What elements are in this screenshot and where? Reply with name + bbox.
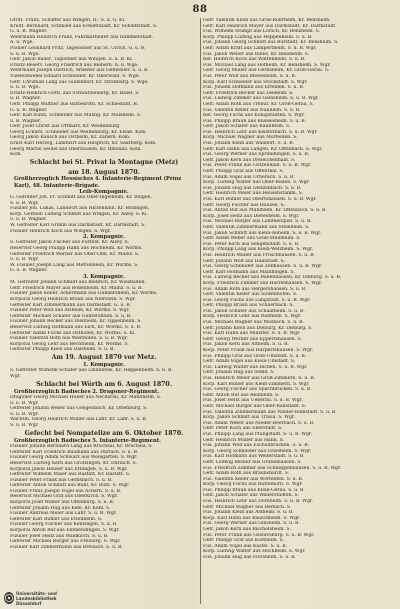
roster-line: Gefr. Heinrich Müller aus Hahn. S. <box>203 437 285 443</box>
roster-line: Wachtm. Georg Heinrich Müller aus Lahr, Kr. Lahr. S. u. B. <box>10 417 148 423</box>
roster-line: Füs. Georg Werner aus Sprendlingen. S. u. B. <box>203 152 310 158</box>
roster-line: Reservist Ludwig Kern aus Grötzingen, Kr. Durlach. S. <box>10 460 137 466</box>
roster-line: Füsilier Jakob Keller, Ackermann aus Gundersheim, Kr. Worms. <box>10 291 158 297</box>
roster-line: Füs. Georg Werner aus Ginsheim. S. u. B. <box>203 521 300 527</box>
section-subheading: Großherzoglich Badisches 5. Infanterie-Regiment. <box>14 437 161 444</box>
roster-line: Ref. Georg Fuchs aus Königstädten. S. Wgr. <box>203 113 305 119</box>
roster-line: Reservist Ludwig Hofmann aus Eich, Kr. Worms. S. u. B. <box>10 324 142 330</box>
roster-line: Gefreiter Karl Friedrich Baumann aus Durlach. S. u. B. <box>10 449 139 455</box>
roster-line: Füs. Adam Roth aus Hergershausen. S. u. B. <box>203 286 307 292</box>
roster-line: Gefr. Johann Klein aus Dieburg, Kr. Dieburg. S. <box>203 325 313 331</box>
section-subheading: 3. Kompagnie. <box>82 273 126 280</box>
roster-line: Gefreiter Karl Zimmermann aus Darmstadt. G. u. B. <box>10 302 132 308</box>
roster-line: Füs. Johann Klein aus Walldorf. S. u. B. <box>203 141 295 147</box>
roster-line: Gefr. Georg Müller aus Gernsheim, Kr. Groß-Gerau. S. <box>203 68 330 74</box>
roster-line: Füs. Johann Hug aus Flörsheim. S. u. B. <box>203 555 297 560</box>
library-logo-line-2: Landesbibliothek Düsseldorf <box>16 595 57 606</box>
section-subheading: 1. Kompagnie. <box>82 362 126 369</box>
roster-line: Gefreiter Johann Hug aus Kehl, Kr. Kehl. S. <box>10 505 111 511</box>
roster-line: G. Gefreiter Joh. Fr. Schmitt aus Ober-Ingelheim, Kr. Bingen. <box>10 195 152 201</box>
right-column <box>203 18 393 601</box>
roster-line: S. u. B. Wgr. <box>10 423 39 429</box>
section-subheading: Karl), 48. Infanterie-Brigade. <box>14 182 100 189</box>
roster-line: Gefr. Karl Hahn aus Langen, Kr. Offenbach. S. Wgr. <box>203 146 323 152</box>
roster-line: S. u. B. Wgr. <box>10 400 39 406</box>
roster-line: Füs. Ludwig Becker aus Babenhausen, Kr. Dieburg. S. u. B. <box>203 275 342 281</box>
roster-line: Gefr. Adam Roth aus Braunshardt. S. <box>203 471 290 477</box>
roster-line: Wehrmann Joseph Dietrich, Arbeiter aus Gebweiler. S. u. B. <box>10 68 149 74</box>
roster-line: Füs. Georg Schneider aus Zellhausen. S. u. B. Wgr. <box>203 264 323 270</box>
roster-line: Füs. Peter Frank aus Götzenhain. S. u. B. Wgr. <box>203 163 312 169</box>
roster-line: Gefr. Jakob Kern aus Bischofsheim. S. <box>203 527 291 533</box>
roster-line: Füs. Ludwig Zimmer aus Geinsheim. S. u. B. Wgr. <box>203 96 319 102</box>
library-logo <box>4 590 62 606</box>
roster-line: Füs. Adam Vogel aus Kastel. S. u. B. <box>203 543 288 549</box>
roster-line: Füs. Philipp Lang aus Pfungstadt. S. u. B. Wgr. <box>203 431 313 437</box>
roster-line: W. Gefreiter Karl Grimm aus Darmstadt, Kr. Darmstadt. S. <box>10 223 146 229</box>
roster-line: Vizefeldwebel Eduard Schneider, Kr. Oberwald. S. Wge. <box>10 73 141 79</box>
roster-line: Korp. Karl Hahn aus Bauschheim. S. Wgr. <box>203 515 301 521</box>
roster-line: u. B. Wagner. <box>10 96 42 102</box>
roster-line: Füsilier Josef Heitz aus Waldkirch. S. u. B. <box>10 533 109 539</box>
roster-line: S. Gefreiter Jakob Fischer aus Fürfeld, Kr. Alzey. S. <box>10 240 129 246</box>
roster-line: Gefreiter Michael Burger aus Freiburg. S. Wgr. <box>10 539 121 545</box>
roster-line: Füsilier Franz Joseph Vogel aus Achern. S. u. B. <box>10 488 122 494</box>
roster-line: Korporal Anton Ruf aus Emmendingen. S. Wgr. <box>10 528 120 534</box>
roster-line: S. u. B. Wgr. <box>10 411 39 417</box>
roster-line: Füs. Karl Hofmann aus Weiterstadt. S. u. B. <box>203 454 305 460</box>
roster-line: Füs. Heinrich Müller aus Froschhausen. S. u. B. <box>203 252 315 258</box>
roster-line: Gefr. Philipp Graf aus Kostheim. S. <box>203 538 284 544</box>
roster-line: Füs. Johann Wolf aus Eschollbrücken. S. u. B. <box>203 443 310 449</box>
roster-line: Füsilier Valentin Roth aus Westhofen. S. u. B. Wgr. <box>10 336 128 342</box>
roster-line: S. Gefreiter Wilhelm Schäfer aus Lindenfels, Kr. Heppenheim. S. u. B. <box>10 368 173 374</box>
roster-line: Füs. Michael Wagner aus Mosbach. S. u. B. <box>203 320 304 326</box>
roster-line: Gefr. Georg Fischer aus Hausen. S. <box>203 202 285 208</box>
roster-line: Korp. Georg Schneider aus Griesheim. S. Wgr. <box>203 448 312 454</box>
roster-line: Korp. Ludwig Walter aus Hochheim. S. Wgr. <box>203 549 306 555</box>
roster-line: Füs. Friedrich Zimmer aus Schneppenhausen. S. u. B. Wgr. <box>203 465 342 471</box>
roster-line: Füsilier Andreas Meier aus Lahr. S. u. B. Wgr. <box>10 511 118 517</box>
roster-line: Gefr. Christian Lang aus Gudendorf, Kr. Straßburg. S. Wge. <box>10 79 149 85</box>
roster-line: Gefreiter Michael Schäfer aus Guntersblum. S. u. B. <box>10 313 132 319</box>
roster-line: u. B. Wagner. <box>10 118 42 124</box>
section-heading: am 18. August 1870. <box>68 168 140 176</box>
roster-line: Gefreiter Karl Bühler aus Ettenheim. S. <box>10 516 103 522</box>
roster-line: Füs. Johann Hofmann aus Erfelden. S. u. B. <box>203 85 305 91</box>
roster-line: Reservist Michael Graf aus Oberkirch. S. Wgr. <box>10 494 118 500</box>
roster-line: Korp. Michael Wagner aus Mörfelden. S. <box>203 135 298 141</box>
roster-line: G. u. B. Wagner. <box>10 268 48 274</box>
roster-line: Korp. Josef Heitz aus Dietesheim. S. Wgr. <box>203 213 300 219</box>
roster-line: Füs. Adam Vogel aus Urberach. S. u. B. <box>203 174 295 180</box>
roster-line: Füsilier Heinrich Koch aus Wingen. S. Wgr. <box>10 228 111 234</box>
roster-line: Gefreiter Adam Fuchs aus Osthofen, Kr. Worms. S. Kl. <box>10 330 136 336</box>
roster-line: Füsilier Peter Wolf aus Alsheim, Kr. Worms. S. Wgr. <box>10 308 130 314</box>
roster-line: Füs. Josef Heitz aus Ueberau. S. u. B. Wgr. <box>203 398 303 404</box>
roster-line: Gefr. Valentin Keller aus Sickenhofen. S. <box>203 292 298 298</box>
roster-line: Korp. Ludwig Walter aus Ober-Roden. S. Wgr. <box>203 180 310 186</box>
roster-line: Ersatz-Reserv. Georg Friedrich aus Biebern. A. u. Wge. <box>10 62 139 68</box>
roster-line: Gefr. Michael Burger aus Ober-Ramstadt. S. <box>203 403 307 409</box>
roster-line: Füs. Peter Frank aus Gustavsburg. S. u. B. Wgr. <box>203 532 315 538</box>
roster-line: Gefreiter Wilhelm Maier aus Rastatt, Kr. Rastatt. S. <box>10 472 131 478</box>
roster-line: Korporal Jakob Hauser aus Ettlingen. S. u. B. Wgr. <box>10 466 128 472</box>
roster-line: Füs. Peter Wolf aus Biebesheim. S. u. B. <box>203 73 297 79</box>
roster-line: Füs. Heinrich Lehr aus Kelsterbach. S. u. B. Wgr. <box>203 129 318 135</box>
roster-line: Füs. Philipp Braun aus Rüsselsheim. S. u. B. <box>203 118 307 124</box>
roster-line: Gefr. Adam Weber aus Groß-Steinheim. S. <box>203 236 301 242</box>
roster-line: Füs. Heinrich Meier aus Groß-Zimmern. S. u. B. <box>203 376 316 381</box>
roster-line: Füs. Karl Hahn aus Münster. S. u. B. Wgr. <box>203 331 301 337</box>
roster-line: Füs. Georg Fischer aus Spachbrücken. S. u. B. <box>203 387 312 393</box>
roster-line: Gefr. Jakob Schäfer aus Wallerstädten. S. <box>203 493 299 499</box>
roster-line: Georg Jakob Rausch aus Ostheim, Kr. Zabern. Kom. <box>10 135 131 141</box>
roster-line: Füs. Michael Burger aus Lämmerspiel. S. u. B. <box>203 219 312 225</box>
roster-line: Füs. Peter Koch aus Seligenstadt. S. u. B. <box>203 241 300 247</box>
roster-line: Krüdt. Bernhard, Schmied aus Schlettstadt, Kr. Schlettstadt. S. <box>10 23 158 29</box>
roster-line: Gefr. Peter Koch aus Eberstadt. S. <box>203 426 283 432</box>
roster-line: Füsilier Georg Fischer aus Kenzingen. S. u. B. <box>10 522 118 528</box>
roster-line: Gefr. Georg Werner aus Eppertshausen. S. <box>203 336 302 342</box>
roster-line: Gefr. Adam Roth aus Trebur, Kr. Groß-Gerau. S. <box>203 101 314 107</box>
section-heading: Schlacht bei St. Privat la Montagne (Metz) <box>29 159 179 167</box>
roster-line: Gefr. Adam Vogel aus Klein-Umstadt. S. <box>203 359 296 365</box>
roster-line: G. u. B. Wagner. <box>10 107 48 113</box>
roster-line: Korporal Josef Walter aus Offenburg. S. u. B. <box>10 500 115 506</box>
left-column <box>10 18 198 601</box>
roster-line: Gefr. Karl Heinrich Mayer aus Darmstadt, Kr. Darmstadt. <box>203 23 337 29</box>
roster-line: Gefr. Valentin Klein aus Groß-Rohrheim, Kr. Bensheim. <box>203 18 331 23</box>
roster-line: Georg Martin Seidel aus Oberhausen, Kr. Rheinau. Kom. <box>10 146 142 152</box>
roster-line: Füsilier Johann Bernhard Lang aus Bruchsal, Kr. Bruchsal. S. <box>10 444 153 450</box>
roster-line: Korp. Karl Schneider aus Stockstadt. S. Wgr. <box>203 79 308 85</box>
roster-line: Reservist Georg Philipp Hahn aus Hochheim, Kr. Worms. <box>10 246 143 251</box>
roster-line: Korporal Georg Heinrich Braun aus Nierstein. S. Wgr. <box>10 296 136 302</box>
roster-line: Gefr. Jakob Kern aus Dreieichenhain. S. <box>203 157 296 163</box>
section-subheading: 2. Kompagnie. <box>82 234 126 241</box>
roster-line: Füs. Jakob Weber aus Biblis, Kr. Bensheim. S. <box>203 51 310 57</box>
section-subheading: Großherzoglich Hessisches 4. Infanterie-Regiment (Prinz <box>14 176 182 183</box>
roster-line: Wehrmann Heinrich Franz, Fabrikarbeiter aus Hammerstadt. <box>10 34 154 40</box>
roster-line: Füs. Jakob Kern aus Altheim. S. u. B. <box>203 342 289 348</box>
roster-line: Füs. Johann Georg Schmitt aus Bürstadt, Kr. Bensheim. S. <box>203 40 339 46</box>
roster-line: Dragoner Georg Michael Huber aus Neckarau, Kr. Mannheim. S. <box>10 395 162 401</box>
roster-line: Gefr. Heinrich Meier aus Heusenstamm. S. <box>203 191 304 197</box>
roster-line: Füs. Valentin Keller aus Worfelden. S. u. B. <box>203 476 304 482</box>
roster-line: Korporal Georg Lehr aus Bechtheim, Kr. Worms. S. <box>10 341 129 347</box>
roster-line: Füs. Jakob Schäfer aus Schaafheim. S. u. B. <box>203 308 305 314</box>
roster-line: Füsilier Johann Becker aus Dienheim, Kr. Oppenheim. S. <box>10 319 142 325</box>
roster-line: Gefreiter Philipp Klein aus Dalsheim. S. u. B. <box>10 347 115 353</box>
roster-line: Füs. Georg Fuchs aus Langstadt. S. u. B. Wgr. <box>203 297 311 303</box>
roster-line: Korp. Heinrich Lehr aus Radheim. S. Wgr. <box>203 314 302 320</box>
library-seal-icon <box>4 592 14 604</box>
roster-line: Korp. Friedrich Zimmer aus Harreshausen. S. Wgr. <box>203 280 323 286</box>
roster-line: Füsilier Joh. Lukas, Landwirt aus Hirzenhain, Kr. Büdingen. <box>10 206 150 212</box>
section-heading: Schlacht bei Wörth am 6. August 1870. <box>36 381 172 389</box>
roster-line: Gefr. Anton Ruf aus Reinheim. S. <box>203 392 280 398</box>
roster-line: Gefr. Adam Kraft aus Lampertheim. S. u. B. Wgr. <box>203 45 317 51</box>
roster-line: Gefr. Johann Hug aus Semd. S. <box>203 370 275 376</box>
roster-line: Füsilier Karl Zimmermann aus Breisach. S. u. B. <box>10 544 123 550</box>
library-logo-line-1: Universitäts- und <box>16 590 57 596</box>
section-subheading: Leib-Kompagnie. <box>79 188 129 195</box>
roster-line: G. u. B. Wagner. <box>10 29 48 35</box>
roster-line: Gefr. Jakob Schäfer aus Raunheim. S. <box>203 124 291 130</box>
roster-line: Füs. Adam Weber aus Nieder-Beerbach. S. u. B. <box>203 420 315 426</box>
roster-line: Gfrdt. Franz, Schaffer aus Wingen, R.- S. u. G. Kl. <box>10 18 126 23</box>
roster-line: Ernst Karl Herzog, Landwirt aus Hilsprich, Kr. Saarburg. Kom. <box>10 141 157 147</box>
roster-line: Füs. Heinrich Lehr aus Dornheim. S. u. B. Wgr. <box>203 499 314 505</box>
roster-line: Korp. Philipp Ludwig aus Heppenheim. S. u. B. <box>203 34 313 40</box>
roster-line: Gefr. Karl Hofmann aus Mainflingen. S. <box>203 269 295 275</box>
roster-line: Gefreiter Anton Schmitt aus Bühl, Kr. Bühl. S. Wgr. <box>10 483 130 489</box>
column-divider <box>200 18 201 604</box>
roster-line: Füs. Johann Hug aus Dietzenbach. S. u. B. <box>203 185 302 191</box>
roster-line: Füs. Michael Lang aus Hofheim, Kr. Bensheim. S. Wgr. <box>203 62 331 68</box>
roster-line: Korp. Jakob Schmitt aus Traisa. S. Wgr. <box>203 415 296 421</box>
roster-line: Korp. Gottlieb Ludwig Schmitt aus Wingen, Kr. Alzey. S. Kl. <box>10 211 148 217</box>
roster-line: Gefr. Philipp Graf aus Offenthal. S. <box>203 169 284 175</box>
roster-line: Gefr. Jakob Bauer, Taglöhner aus Wingen. S. u. B. Kl. <box>10 57 134 63</box>
roster-line: Gefr. Philipp Braun aus Schlierbach. S. <box>203 303 294 309</box>
roster-line: S. u. B. Wge. <box>10 51 40 57</box>
roster-line: Gefreiter Johann Weber aus Gengenbach, Kr. Offenburg. S. <box>10 406 148 412</box>
roster-line: A. u. Wge. <box>10 40 34 46</box>
roster-line: Gefr. Friedrich Mayer aus Bodenheim, Kr. Mainz. S. u. B. <box>10 285 143 291</box>
roster-line: Füs. Valentin Keller aus Nauheim. S. u. B. <box>203 107 301 113</box>
roster-line: Füs. Anton Ruf aus Mühlheim, Kr. Offenbach. S. u. B. <box>203 208 327 214</box>
roster-line: S. u. B. Wagner. <box>10 217 47 223</box>
roster-line: Korp. Peter Frank aus Harpertshausen. S. Wgr. <box>203 348 314 354</box>
roster-line: Korp. Philipp Lang aus Klein-Welzheim. S. Wgr. <box>203 247 314 253</box>
roster-line: Füs. Wilhelm Stumpf aus Lorsch, Kr. Bensheim. S. <box>203 29 321 35</box>
roster-line: Korp. Georg Fuchs aus Büttelborn. S. Wgr. <box>203 482 303 488</box>
roster-line: Füsilier Georg Adam Schwarz aus Weingarten. S. Wgr. <box>10 455 138 461</box>
section-subheading: Großherzoglich Badisches 2. Dragoner-Regiment. <box>14 388 160 395</box>
roster-line: Ref. Heinrich Koch aus Wattenheim. S. u. B. <box>203 57 306 63</box>
roster-line: Gefr. Josef Christ aus Ottmars, Kr. Weißenburg. <box>10 124 121 130</box>
roster-line: Gefr. Michael Wagner aus Berkach. S. <box>203 504 292 510</box>
roster-line: Füs. Valentin Zimmermann aus Nieder-Ramstadt. S. u. B. <box>203 409 337 415</box>
roster-line: Gefr. Philipp Walther aus Barbelroth, Kr. Schlestadt. B. <box>10 101 139 107</box>
library-logo-text <box>16 591 62 606</box>
roster-line: Füs. Philipp Graf aus Groß-Umstadt. S. u. B. <box>203 353 307 359</box>
roster-line: Wgr. <box>10 373 21 379</box>
roster-line: Füs. Karl Bühler aus Obertshausen. S. u. B. Wgr. <box>203 197 317 202</box>
roster-line: Pionier Leonhard Fritz, Tagelöhner aus St. Ulrich. G. u. B. <box>10 45 146 51</box>
roster-line: Füs. Ludwig Walter aus Richen. S. u. B. Wgr. <box>203 364 308 370</box>
roster-line: S. u. B. Wgr. <box>10 200 39 206</box>
section-heading: Gefecht bei Nompatelize am 6. Oktober 1870. <box>24 430 184 438</box>
roster-line: Füs. Jakob Schmitt aus Klein-Auheim. S. u. B. Wgr. <box>203 230 322 236</box>
roster-line: Gefr. Karl Kuhn, Schneider aus Mutzig. Kr. Molsheim. S. <box>10 113 142 119</box>
roster-line: Gefr. Valentin Zimmermann aus Steinheim. S. <box>203 224 310 230</box>
roster-line: Füs. Philipp Braun aus Klein-Gerau. S. u. B. <box>203 487 305 493</box>
roster-line: Georg Eckard, Schneider aus Weißenburg, Kr. Elsaß. Kom. <box>10 129 147 135</box>
roster-line: Gefr. Friedrich Becker aus Leeheim. S. <box>203 90 294 96</box>
roster-line: M. Gefreiter Johann Schmidt aus Biebrich, Kr. Wiesbaden. <box>10 280 146 286</box>
roster-line: Ersatz-Heinrich Gottl, aus Schwarzenberg. Kr. Basel. S. <box>10 90 140 96</box>
roster-line: Gefreiter Friedrich Werner aus Ober-Olm, Kr. Mainz. S. <box>10 251 140 257</box>
section-heading: Am 19. August 1870 vor Metz. <box>51 354 157 362</box>
roster-line: S. u. B. Wgr. <box>10 257 39 263</box>
roster-line: Kom. <box>10 152 22 158</box>
roster-line: Gefr. Johann Wolf aus Hainstadt. S. <box>203 258 285 264</box>
roster-line: Füsilier Peter Frank aus Gernsbach. S. u. B. <box>10 477 113 483</box>
roster-line: S. u. B. Wge. <box>10 85 40 91</box>
roster-line: W. Füsilier Joseph Lang aus Mettenheim, Kr. Worms. S. <box>10 262 139 268</box>
roster-line: Gefr. Ludwig Becker aus Gräfenhausen. S. <box>203 459 302 465</box>
page-number: 88 <box>192 4 208 15</box>
roster-line: Füs. Johann Klein aus Astheim. S. u. B. <box>203 510 294 516</box>
roster-line: Korp. Karl Bühler aus Klein-Zimmern. S. Wgr. <box>203 381 310 387</box>
